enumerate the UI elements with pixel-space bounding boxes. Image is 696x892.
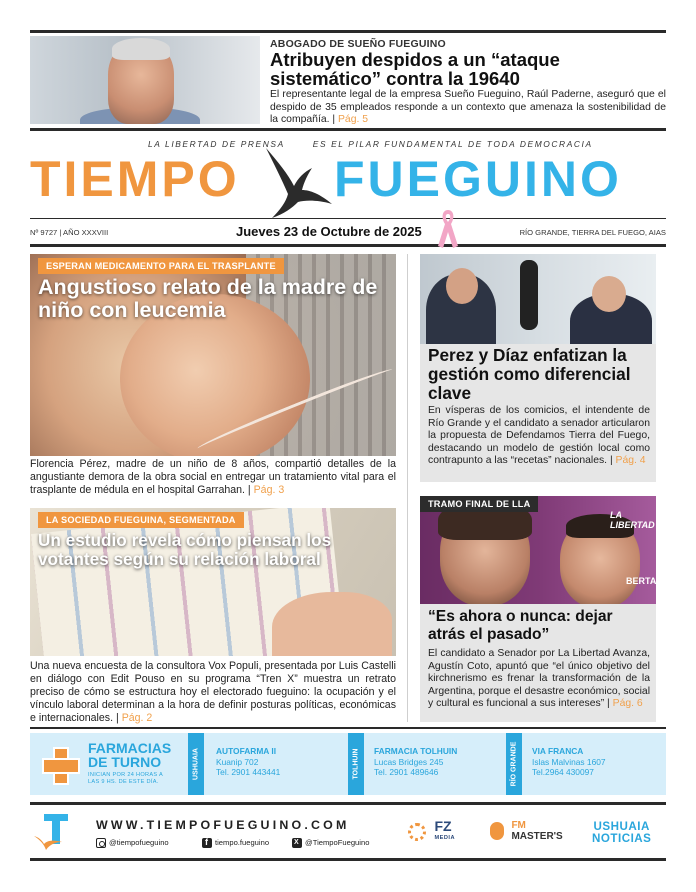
location: RÍO GRANDE, TIERRA DEL FUEGO, AIAS: [519, 228, 666, 237]
teaser-rule: [30, 128, 666, 131]
x-link[interactable]: X @TiempoFueguino: [292, 838, 369, 848]
ushuaia-noticias-logo[interactable]: USHUAIA NOTICIAS: [592, 820, 652, 845]
fz-dots-icon: [408, 823, 426, 841]
instagram-link[interactable]: @tiempofueguino: [96, 838, 169, 848]
pharmacy-top-rule: [30, 727, 666, 729]
pharmacy-entry: AUTOFARMA II Kuanip 702 Tel. 2901 443441: [216, 746, 281, 777]
pharmacy-entry: FARMACIA TOLHUIN Lucas Bridges 245 Tel. 2901 489646: [374, 746, 458, 777]
story4-photo[interactable]: [420, 496, 656, 604]
story1-kicker: ESPERAN MEDICAMENTO PARA EL TRASPLANTE: [38, 258, 284, 274]
footer-rule: [30, 802, 666, 805]
facebook-icon: [202, 838, 212, 848]
story4-body: El candidato a Senador por La Libertad Avanza, Agustín Coto, apuntó que “el único objetivo del kirchnerismo es frenar la transformación de la Argentina, porque el desastre económico, social y cultural es funcional a sus intereses” | Pág. 6: [428, 648, 650, 709]
story1-page[interactable]: Pág. 3: [253, 484, 285, 496]
column-divider: [407, 254, 408, 722]
x-icon: [292, 838, 302, 848]
teaser-body: El representante legal de la empresa Sueño Fueguino, Raúl Paderne, aseguró que el despido de 35 empleados responde a un contexto que amenaza la sostenibilidad de la compañía. | Pág. 5: [270, 89, 666, 125]
microphone-icon: [490, 822, 504, 840]
story3-page[interactable]: Pág. 4: [615, 455, 646, 466]
top-rule: [30, 30, 666, 33]
logo-fueguino[interactable]: FUEGUINO: [334, 151, 622, 207]
masthead-rule: [30, 218, 666, 219]
teaser-photo: [30, 36, 260, 124]
pharmacy-note: INICIAN POR 24 HORAS A LAS 9 HS. DE ESTE DÍA.: [88, 772, 163, 785]
story2-title[interactable]: Un estudio revela cómo piensan los votantes según su relación laboral: [38, 530, 332, 569]
logo-tiempo[interactable]: TIEMPO: [30, 151, 240, 207]
story1-title[interactable]: Angustioso relato de la madre de niño con leucemia: [38, 275, 378, 322]
date-rule: [30, 244, 666, 247]
story2-kicker: LA SOCIEDAD FUEGUINA, SEGMENTADA: [38, 512, 244, 528]
tagline: LA LIBERTAD DE PRENSA ES EL PILAR FUNDAMENTAL DE TODA DEMOCRACIA: [148, 139, 593, 149]
fm-masters-logo[interactable]: FM MASTER'S: [490, 820, 563, 842]
story3-photo[interactable]: [420, 254, 656, 344]
story3-title[interactable]: Perez y Díaz enfatizan la gestión como diferencial clave: [428, 345, 631, 403]
teaser-title[interactable]: Atribuyen despidos a un “ataque sistemático” contra la 19640: [270, 49, 560, 89]
teaser-page[interactable]: Pág. 5: [337, 114, 369, 125]
pharmacy-band: [30, 733, 666, 795]
bottom-rule: [30, 858, 666, 861]
pharmacy-entry: VIA FRANCA Islas Malvinas 1607 Tel.2964 430097: [532, 746, 606, 777]
pharmacy-city-ushuaia: USHUAIA: [188, 733, 204, 795]
pharmacy-city-tolhuin: TOLHUIN: [348, 733, 364, 795]
instagram-icon: [96, 838, 106, 848]
story1-body: Florencia Pérez, madre de un niño de 8 años, compartió detalles de la angustiante demora de la obra social en entregar un tratamiento vital para el trasplante de médula en el hospital Garrahan. | Pág. 3: [30, 458, 396, 496]
website-link[interactable]: WWW.TIEMPOFUEGUINO.COM: [96, 818, 350, 832]
pharmacy-cross-icon: [42, 747, 76, 781]
issue-date: Jueves 23 de Octubre de 2025: [236, 224, 422, 239]
albatross-logo-icon: [258, 144, 338, 220]
pharmacy-subtitle: DE TURNO: [88, 754, 162, 770]
story4-kicker: TRAMO FINAL DE LLA: [420, 496, 538, 512]
teaser-story[interactable]: [30, 36, 666, 124]
facebook-link[interactable]: f tiempo.fueguino: [202, 838, 269, 848]
pharmacy-title: FARMACIAS: [88, 740, 172, 756]
story2-page[interactable]: Pág. 2: [121, 712, 153, 724]
teaser-kicker: ABOGADO DE SUEÑO FUEGUINO: [270, 38, 446, 50]
fz-media-logo[interactable]: FZ MEDIA: [408, 820, 455, 844]
story3-body: En vísperas de los comicios, el intendente de Río Grande y el candidato a senador articularon la propuesta de Defendamos Tierra del Fuego, destacando un modelo de gestión local como contrapunto a las “recetas” nacionales. | Pág. 4: [428, 405, 650, 466]
story4-page[interactable]: Pág. 6: [612, 698, 643, 709]
edition-number: Nº 9727 | AÑO XXXVIII: [30, 228, 109, 237]
story4-image-text-1: LA LIBERTAD: [610, 510, 655, 530]
story4-image-text-2: BERTA: [626, 576, 656, 586]
story4-title[interactable]: “Es ahora o nunca: dejar atrás el pasado”: [428, 608, 613, 643]
pink-ribbon-icon: [436, 206, 460, 250]
story2-body: Una nueva encuesta de la consultora Vox Populi, presentada por Luis Castelli en diálogo con Edit Pouso en su programa “Tren X” muestra un retrato preciso de cómo se estructura hoy el electorado fueguino: la ocupación y el vínculo laboral determinan a la hora de definir posturas políticas, económicas e internacionales. | Pág. 2: [30, 660, 396, 724]
pharmacy-city-rio-grande: RÍO GRANDE: [506, 733, 522, 795]
tf-logo-icon: [32, 810, 72, 854]
